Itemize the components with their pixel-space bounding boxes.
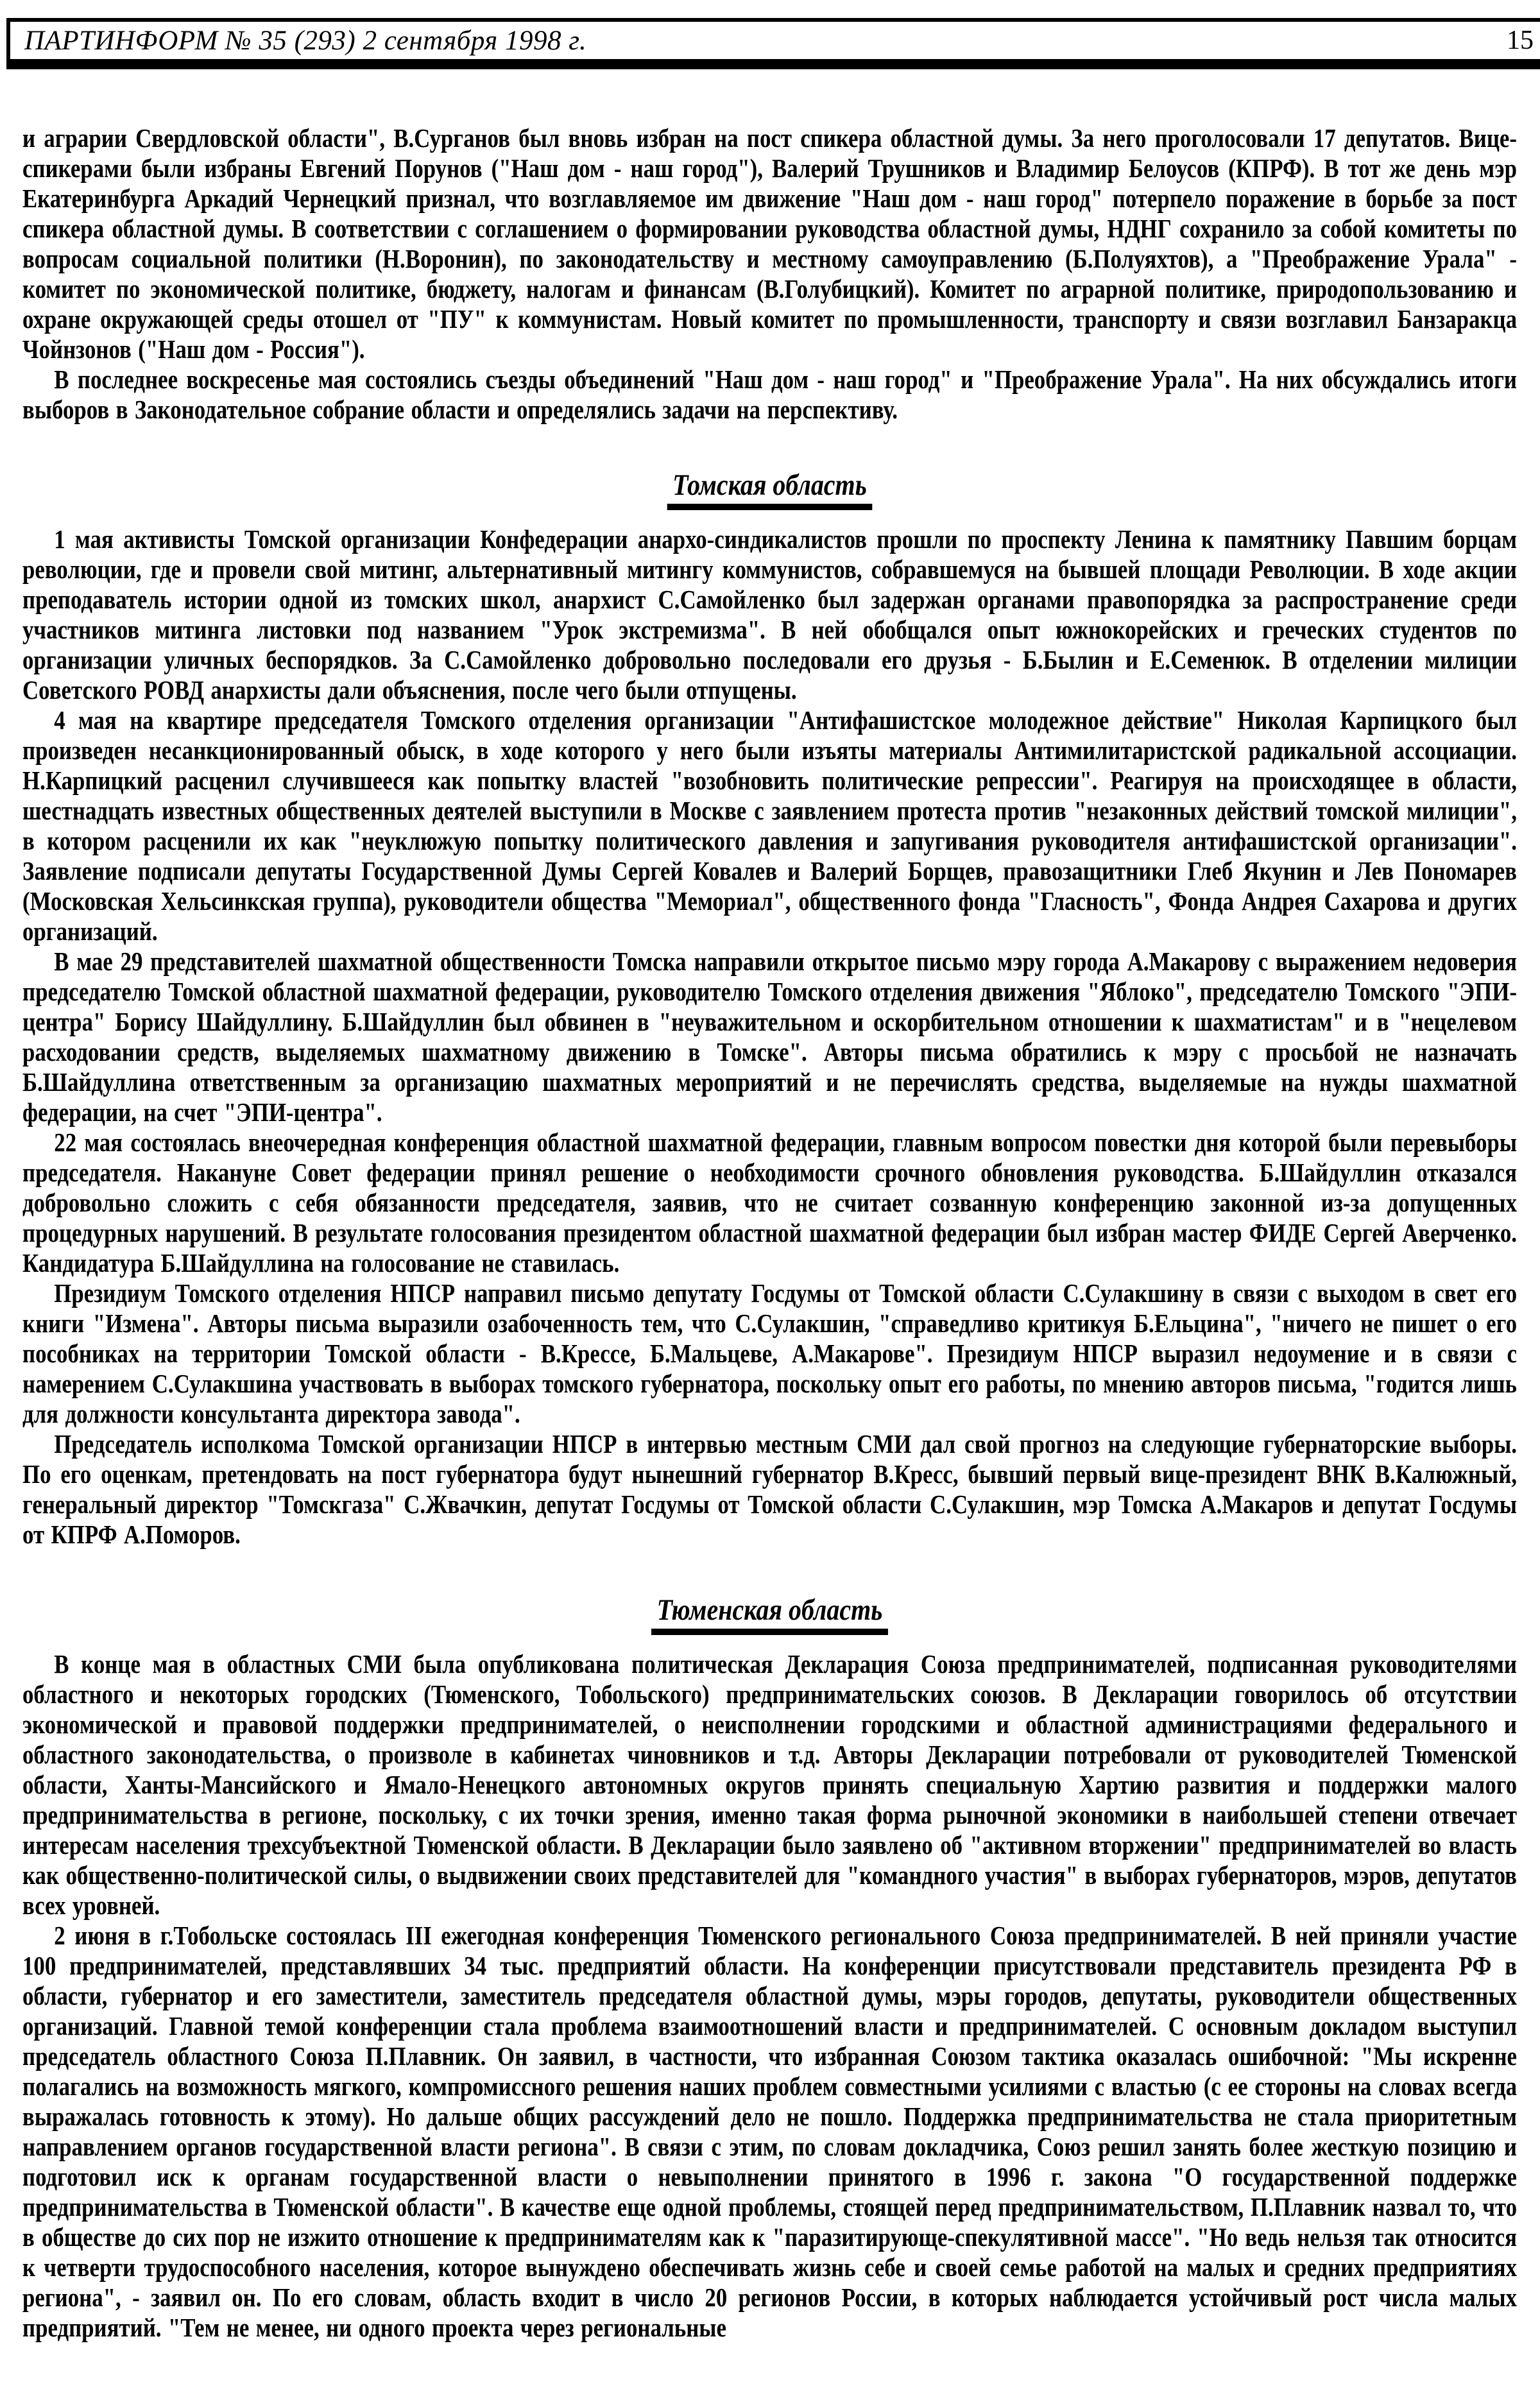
section-heading-tomsk-label: Томская область bbox=[667, 468, 873, 510]
paragraph-sverdlovsk-congresses: В последнее воскресенье мая состоялись съезды объединений "Наш дом - наш город" и "Преображение Урала". На них обсуждались итоги выборов в Законодательное собрание области и определялись задачи на перспективу. bbox=[22, 364, 1517, 424]
paragraph-tomsk-npsr-letter: Президиум Томского отделения НПСР направил письмо депутату Госдумы от Томской области С.Сулакшину в связи с выходом в свет его книги "Измена". Авторы письма выразили озабоченность тем, что С.Сулакшин, "справедливо критикуя Б.Ельцина", "ничего не пишет о его пособниках на территории Томской области - В.Крессе, Б.Мальцеве, А.Макарове". Президиум НПСР выразил недоумение и в связи с намерением С.Сулакшина участвовать в выборах томского губернатора, поскольку опыт его работы, по мнению авторов письма, "годится лишь для должности консультанта директора завода". bbox=[22, 1278, 1517, 1428]
journal-title: ПАРТИНФОРМ № 35 (293) 2 сентября 1998 г. bbox=[24, 25, 587, 56]
section-heading-tomsk bbox=[22, 468, 1517, 510]
paragraph-tyumen-declaration: В конце мая в областных СМИ была опубликована политическая Декларация Союза предпринимателей, подписанная руководителями областного и некоторых городских (Тюменского, Тобольского) предпринимательских союзов. В Декларации говорилось об отсутствии экономической и правовой поддержки предпринимателей, о неисполнении городскими и областной администрациями федерального и областного законодательства, о произволе в кабинетах чиновников и т.д. Авторы Декларации потребовали от руководителей Тюменской области, Ханты-Мансийского и Ямало-Ненецкого автономных округов принять специальную Хартию развития и поддержки малого предпринимательства в регионе, поскольку, с их точки зрения, именно такая форма рыночной экономики в наибольшей степени отвечает интересам населения трехсубъектной Тюменской области. В Декларации было заявлено об "активном вторжении" предпринимателей во власть как общественно-политической силы, о выдвижении своих представителей для "командного участия" в выборах губернаторов, мэров, депутатов всех уровней. bbox=[22, 1649, 1517, 1920]
paragraph-tomsk-governor-forecast: Председатель исполкома Томской организации НПСР в интервью местным СМИ дал свой прогноз на следующие губернаторские выборы. По его оценкам, претендовать на пост губернатора будут нынешний губернатор В.Кресс, бывший первый вице-президент ВНК В.Калюжный, генеральный директор "Томскгаза" С.Жвачкин, депутат Госдумы от Томской области С.Сулакшин, мэр Томска А.Макаров и депутат Госдумы от КПРФ А.Поморов. bbox=[22, 1429, 1517, 1549]
paragraph-tomsk-search: 4 мая на квартире председателя Томского отделения организации "Антифашистское молодежное действие" Николая Карпицкого был произведен несанкционированный обыск, в ходе которого у него были изъяты материалы Антимилитаристской радикальной ассоциации. Н.Карпицкий расценил случившееся как попытку властей "возобновить политические репрессии". Реагируя на происходящее в области, шестнадцать известных общественных деятелей выступили в Москве с заявлением протеста против "незаконных действий томской милиции", в котором расценили их как "неуклюжую попытку политического давления и запугивания руководителя антифашистской организации". Заявление подписали депутаты Государственной Думы Сергей Ковалев и Валерий Борщев, правозащитники Глеб Якунин и Лев Пономарев (Московская Хельсинкская группа), руководители общества "Мемориал", общественного фонда "Гласность", Фонда Андрея Сахарова и других организаций. bbox=[22, 705, 1517, 946]
paragraph-sverdlovsk-continuation: и аграрии Свердловской области", В.Сурганов был вновь избран на пост спикера областной думы. За него проголосовали 17 депутатов. Вице-спикерами были избраны Евгений Порунов ("Наш дом - наш город"), Валерий Трушников и Владимир Белоусов (КПРФ). В тот же день мэр Екатеринбурга Аркадий Чернецкий признал, что возглавляемое им движение "Наш дом - наш город" потерпело поражение в борьбе за пост спикера областной думы. В соответствии с соглашением о формировании руководства областной думы, НДНГ сохранило за собой комитеты по вопросам социальной политики (Н.Воронин), по законодательству и местному самоуправлению (Б.Полуяхтов), а "Преображение Урала" - комитет по экономической политике, бюджету, налогам и финансам (В.Голубицкий). Комитет по аграрной политике, природопользованию и охране окружающей среды отошел от "ПУ" к коммунистам. Новый комитет по промышленности, транспорту и связи возглавил Банзаракца Чойнзонов ("Наш дом - Россия"). bbox=[22, 123, 1517, 364]
paragraph-tomsk-chess-letter: В мае 29 представителей шахматной общественности Томска направили открытое письмо мэру города А.Макарову с выражением недоверия председателю Томской областной шахматной федерации, руководителю Томского отделения движения "Яблоко", председателю Томского "ЭПИ-центра" Борису Шайдуллину. Б.Шайдуллин был обвинен в "неуважительном и оскорбительном отношении к шахматистам" и в "нецелевом расходовании средств, выделяемых шахматному движению в Томске". Авторы письма обратились к мэру с просьбой не назначать Б.Шайдуллина ответственным за организацию шахматных мероприятий и не перечислять средства, выделяемые на нужды шахматной федерации, на счет "ЭПИ-центра". bbox=[22, 947, 1517, 1127]
paragraph-tomsk-anarchists: 1 мая активисты Томской организации Конфедерации анархо-синдикалистов прошли по проспекту Ленина к памятнику Павшим борцам революции, где и провели свой митинг, альтернативный митингу коммунистов, собравшемуся на бывшей площади Революции. В ходе акции преподаватель истории одной из томских школ, анархист С.Самойленко был задержан органами правопорядка за распространение среди участников митинга листовки под названием "Урок экстремизма". В ней обобщался опыт южнокорейских и греческих студентов по организации уличных беспорядков. За С.Самойленко добровольно последовали его друзья - Б.Былин и Е.Семенюк. В отделении милиции Советского РОВД анархисты дали объяснения, после чего были отпущены. bbox=[22, 524, 1517, 705]
page-header bbox=[6, 18, 1540, 69]
document-body bbox=[22, 123, 1517, 2343]
paragraph-tyumen-conference: 2 июня в г.Тобольске состоялась III ежегодная конференция Тюменского регионального Союза предпринимателей. В ней приняли участие 100 предпринимателей, представлявших 34 тыс. предприятий области. На конференции присутствовали представитель президента РФ в области, губернатор и его заместители, заместитель председателя областной думы, мэры городов, депутаты, руководители общественных организаций. Главной темой конференции стала проблема взаимоотношений власти и предпринимателей. С основным докладом выступил председатель областного Союза П.Плавник. Он заявил, в частности, что избранная Союзом тактика оказалась ошибочной: "Мы искренне полагались на возможность мягкого, компромиссного решения наших проблем совместными усилиями с властью (с ее стороны на словах всегда выражалась готовность к этому). Но дальше общих рассуждений дело не пошло. Поддержка предпринимательства не стала приоритетным направлением органов государственной власти региона". В связи с этим, по словам докладчика, Союз решил занять более жесткую позицию и подготовил иск к органам государственной власти о невыполнении принятого в 1996 г. закона "О государственной поддержке предпринимательства в Тюменской области". В качестве еще одной проблемы, стоящей перед предпринимательством, П.Плавник назвал то, что в обществе до сих пор не изжито отношение к предпринимателям как к "паразитирующе-спекулятивной массе". "Но ведь нельзя так относится к четверти трудоспособного населения, которое вынуждено обеспечивать жизнь себе и своей семье работой на малых и средних предприятиях региона", - заявил он. По его словам, область входит в число 20 регионов России, в которых наблюдается устойчивый рост числа малых предприятий. "Тем не менее, ни одного проекта через региональные bbox=[22, 1921, 1517, 2342]
section-heading-tyumen-label: Тюменская область bbox=[651, 1593, 888, 1635]
page-number: 15 bbox=[1507, 26, 1534, 55]
paragraph-tomsk-chess-conference: 22 мая состоялась внеочередная конференция областной шахматной федерации, главным вопросом повестки дня которой были перевыборы председателя. Накануне Совет федерации принял решение о необходимости срочного обновления руководства. Б.Шайдуллин отказался добровольно сложить с себя обязанности председателя, заявив, что не считает созванную конференцию законной из-за допущенных процедурных нарушений. В результате голосования президентом областной шахматной федерации был избран мастер ФИДЕ Сергей Аверченко. Кандидатура Б.Шайдуллина на голосование не ставилась. bbox=[22, 1127, 1517, 1278]
section-heading-tyumen bbox=[22, 1593, 1517, 1635]
